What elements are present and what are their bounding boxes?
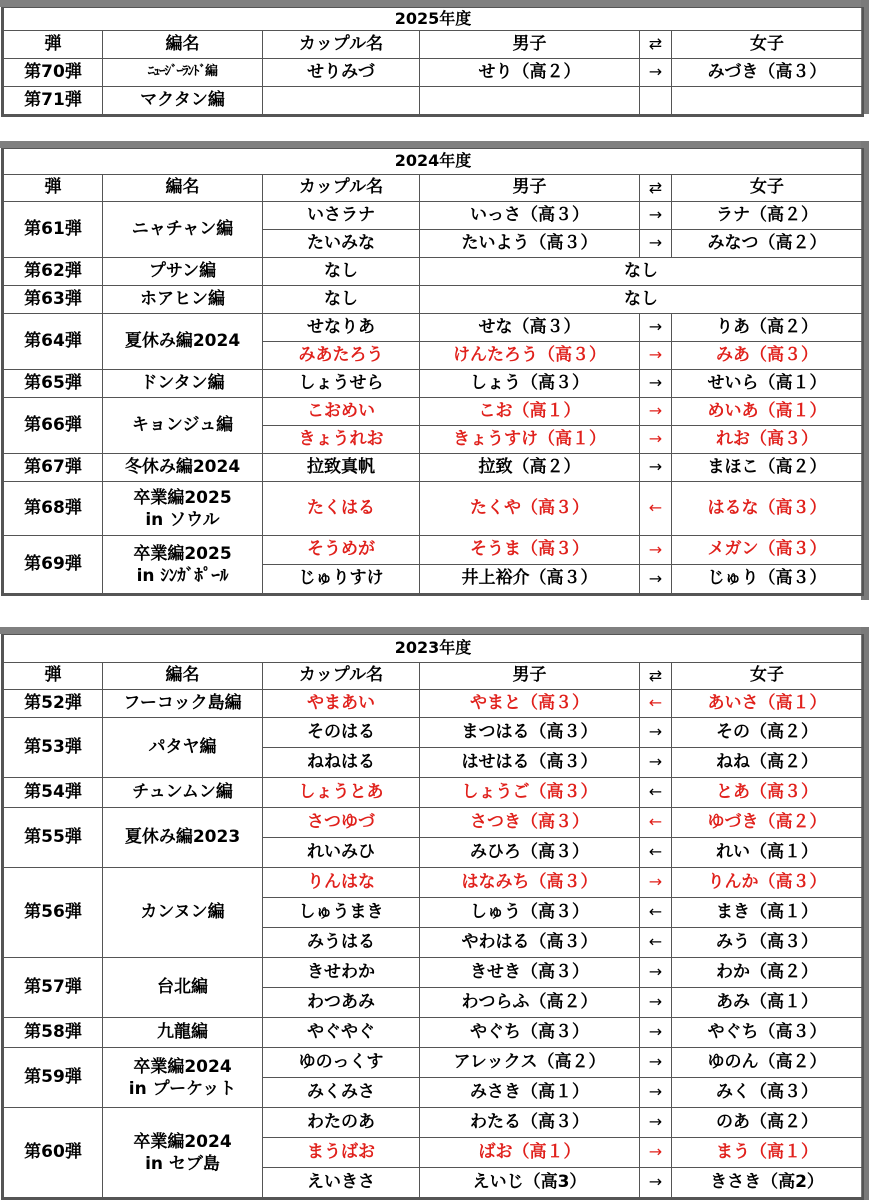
hen-line: in プーケット: [128, 1078, 237, 1099]
male-cell: ばお（高１）: [420, 1138, 640, 1168]
header-dan: 弾: [4, 663, 103, 690]
table-row: [4, 59, 863, 87]
dan-cell: 第63弾: [4, 286, 103, 314]
arrow-cell: →: [640, 1138, 672, 1168]
male-cell: きせき（高３）: [420, 958, 640, 988]
hen-cell: フーコック島編: [103, 690, 263, 718]
hen-cell: チュンムン編: [103, 778, 263, 808]
dan-cell: 第58弾: [4, 1018, 103, 1048]
couple-cell: れいみひ: [263, 838, 420, 868]
female-cell: みう（高３）: [672, 928, 863, 958]
female-cell: れい（高１）: [672, 838, 863, 868]
female-cell: あいさ（高１）: [672, 690, 863, 718]
hen-cell: 冬休み編2024: [103, 454, 263, 482]
dan-cell: 第71弾: [4, 87, 103, 115]
couple-cell: みあたろう: [263, 342, 420, 370]
couple-cell: わたのあ: [263, 1108, 420, 1138]
male-cell: まつはる（高３）: [420, 718, 640, 748]
hen-cell: キョンジュ編: [103, 398, 263, 454]
couple-cell: やぐやぐ: [263, 1018, 420, 1048]
dan-cell: 第64弾: [4, 314, 103, 370]
arrow-cell: →: [640, 314, 672, 342]
arrow-cell: ←: [640, 808, 672, 838]
hen-line: 卒業編2025: [133, 487, 232, 508]
female-cell: きさき（高2）: [672, 1168, 863, 1198]
table-row: [4, 454, 863, 482]
female-cell: ゆづき（高２）: [672, 808, 863, 838]
none-cell: なし: [420, 258, 863, 286]
arrow-cell: ←: [640, 778, 672, 808]
couple-cell: こおめい: [263, 398, 420, 426]
section-divider: [0, 627, 869, 634]
table-row: [4, 958, 863, 988]
couple-cell: きょうれお: [263, 426, 420, 454]
couple-cell: なし: [263, 286, 420, 314]
header-female: 女子: [672, 663, 863, 690]
hen-cell: パタヤ編: [103, 718, 263, 778]
couple-cell: しょうせら: [263, 370, 420, 398]
dan-cell: 第70弾: [4, 59, 103, 87]
male-cell: やまと（高３）: [420, 690, 640, 718]
arrow-cell: →: [640, 536, 672, 565]
male-cell: わつらふ（高２）: [420, 988, 640, 1018]
couple-cell: 拉致真帆: [263, 454, 420, 482]
arrow-cell: →: [640, 868, 672, 898]
male-cell: わたる（高３）: [420, 1108, 640, 1138]
header-arrow: ⇄: [640, 663, 672, 690]
female-cell: みなつ（高２）: [672, 230, 863, 258]
male-cell: たいよう（高３）: [420, 230, 640, 258]
female-cell: りあ（高２）: [672, 314, 863, 342]
male-cell: しゅう（高３）: [420, 898, 640, 928]
male-cell: しょうご（高３）: [420, 778, 640, 808]
hen-cell: 台北編: [103, 958, 263, 1018]
section-divider: [0, 0, 869, 7]
male-cell: はせはる（高３）: [420, 748, 640, 778]
table-2024: [3, 148, 863, 594]
dan-cell: 第69弾: [4, 536, 103, 594]
female-cell: わか（高２）: [672, 958, 863, 988]
female-cell: ねね（高２）: [672, 748, 863, 778]
arrow-cell: →: [640, 1078, 672, 1108]
table-row: [4, 808, 863, 838]
header-couple: カップル名: [263, 175, 420, 202]
dan-cell: 第55弾: [4, 808, 103, 868]
header-female: 女子: [672, 175, 863, 202]
male-cell: せり（高２）: [420, 59, 640, 87]
couple-cell: しゅうまき: [263, 898, 420, 928]
table-row: [4, 370, 863, 398]
arrow-cell: →: [640, 988, 672, 1018]
year-title: 2025年度: [4, 8, 863, 31]
male-cell: こお（高１）: [420, 398, 640, 426]
dan-cell: 第68弾: [4, 482, 103, 536]
female-cell: ゆのん（高２）: [672, 1048, 863, 1078]
table-row: [4, 1018, 863, 1048]
table-row: [4, 482, 863, 536]
arrow-cell: →: [640, 1108, 672, 1138]
male-cell: やぐち（高３）: [420, 1018, 640, 1048]
hen-cell: [103, 482, 263, 536]
hen-cell: [103, 536, 263, 594]
table-row: [4, 536, 863, 565]
header-male: 男子: [420, 31, 640, 59]
hen-line: 卒業編2025: [133, 543, 232, 564]
header-hen: 編名: [103, 175, 263, 202]
couple-cell: たいみな: [263, 230, 420, 258]
arrow-cell: →: [640, 370, 672, 398]
header-dan: 弾: [4, 175, 103, 202]
dan-cell: 第59弾: [4, 1048, 103, 1108]
female-cell: メガン（高３）: [672, 536, 863, 565]
arrow-cell: ←: [640, 928, 672, 958]
male-cell: アレックス（高２）: [420, 1048, 640, 1078]
female-cell: めいあ（高１）: [672, 398, 863, 426]
table-row: [4, 398, 863, 426]
arrow-cell: →: [640, 342, 672, 370]
female-cell: じゅり（高３）: [672, 565, 863, 594]
couple-cell: まうばお: [263, 1138, 420, 1168]
male-cell: たくや（高３）: [420, 482, 640, 536]
couple-cell: せりみづ: [263, 59, 420, 87]
hen-cell: 夏休み編2023: [103, 808, 263, 868]
table-row: [4, 1108, 863, 1138]
header-female: 女子: [672, 31, 863, 59]
table-row: [4, 314, 863, 342]
female-cell: その（高２）: [672, 718, 863, 748]
male-cell: やわはる（高３）: [420, 928, 640, 958]
dan-cell: 第65弾: [4, 370, 103, 398]
hen-cell: カンヌン編: [103, 868, 263, 958]
header-arrow: ⇄: [640, 31, 672, 59]
arrow-cell: →: [640, 718, 672, 748]
dan-cell: 第60弾: [4, 1108, 103, 1198]
couple-cell: そのはる: [263, 718, 420, 748]
couple-cell: ゆのっくす: [263, 1048, 420, 1078]
table-2023: [3, 634, 863, 1198]
male-cell: みさき（高１）: [420, 1078, 640, 1108]
hen-cell: 夏休み編2024: [103, 314, 263, 370]
dan-cell: 第53弾: [4, 718, 103, 778]
couple-cell: みくみさ: [263, 1078, 420, 1108]
table-row: [4, 690, 863, 718]
dan-cell: 第61弾: [4, 202, 103, 258]
female-cell: あみ（高１）: [672, 988, 863, 1018]
male-cell: さつき（高３）: [420, 808, 640, 838]
couple-cell: そうめが: [263, 536, 420, 565]
table-frame: [1, 634, 864, 1200]
female-cell: れお（高３）: [672, 426, 863, 454]
header-dan: 弾: [4, 31, 103, 59]
female-cell: ラナ（高２）: [672, 202, 863, 230]
dan-cell: 第66弾: [4, 398, 103, 454]
couple-cell: わつあみ: [263, 988, 420, 1018]
section-divider: [0, 141, 869, 148]
hen-line: in セブ島: [145, 1153, 220, 1174]
dan-cell: 第52弾: [4, 690, 103, 718]
hen-cell: 九龍編: [103, 1018, 263, 1048]
hen-line: in ｼﾝｶﾞﾎﾟｰﾙ: [136, 565, 229, 586]
table-row: [4, 286, 863, 314]
male-cell: 拉致（高２）: [420, 454, 640, 482]
arrow-cell: →: [640, 426, 672, 454]
hen-cell: ホアヒン編: [103, 286, 263, 314]
year-title: 2023年度: [4, 635, 863, 663]
male-cell: いっさ（高３）: [420, 202, 640, 230]
arrow-cell: →: [640, 1168, 672, 1198]
table-row: [4, 868, 863, 898]
hen-cell: [103, 1108, 263, 1198]
header-couple: カップル名: [263, 31, 420, 59]
arrow-cell: ←: [640, 898, 672, 928]
arrow-cell: →: [640, 1048, 672, 1078]
header-arrow: ⇄: [640, 175, 672, 202]
section-2024: [0, 141, 869, 600]
section-2023: [0, 627, 869, 1200]
arrow-cell: →: [640, 748, 672, 778]
male-cell: えいじ（高3）: [420, 1168, 640, 1198]
couple-cell: きせわか: [263, 958, 420, 988]
table-row: [4, 718, 863, 748]
female-cell: はるな（高３）: [672, 482, 863, 536]
hen-cell: [103, 1048, 263, 1108]
hen-cell: ﾆｭｰｼﾞｰﾗﾝﾄﾞ編: [103, 59, 263, 87]
hen-line: in ソウル: [145, 509, 220, 530]
male-cell: しょう（高３）: [420, 370, 640, 398]
dan-cell: 第57弾: [4, 958, 103, 1018]
couple-cell: りんはな: [263, 868, 420, 898]
female-cell: みく（高３）: [672, 1078, 863, 1108]
female-cell: のあ（高２）: [672, 1108, 863, 1138]
arrow-cell: →: [640, 454, 672, 482]
table-row: [4, 87, 863, 115]
female-cell: とあ（高３）: [672, 778, 863, 808]
table-row: [4, 202, 863, 230]
header-hen: 編名: [103, 31, 263, 59]
couple-cell: じゅりすけ: [263, 565, 420, 594]
couple-cell: さつゆづ: [263, 808, 420, 838]
header-hen: 編名: [103, 663, 263, 690]
female-cell: みあ（高３）: [672, 342, 863, 370]
arrow-cell: →: [640, 958, 672, 988]
couple-cell: [263, 87, 420, 115]
table-frame: [1, 7, 864, 117]
couple-cell: えいきさ: [263, 1168, 420, 1198]
female-cell: [672, 87, 863, 115]
dan-cell: 第54弾: [4, 778, 103, 808]
table-row: [4, 258, 863, 286]
dan-cell: 第56弾: [4, 868, 103, 958]
female-cell: みづき（高３）: [672, 59, 863, 87]
year-title: 2024年度: [4, 149, 863, 175]
couple-cell: しょうとあ: [263, 778, 420, 808]
couple-cell: たくはる: [263, 482, 420, 536]
arrow-cell: ←: [640, 838, 672, 868]
arrow-cell: →: [640, 398, 672, 426]
hen-cell: プサン編: [103, 258, 263, 286]
female-cell: りんか（高３）: [672, 868, 863, 898]
couple-cell: せなりあ: [263, 314, 420, 342]
table-2025: [3, 7, 863, 115]
none-cell: なし: [420, 286, 863, 314]
male-cell: きょうすけ（高１）: [420, 426, 640, 454]
arrow-cell: ←: [640, 482, 672, 536]
header-male: 男子: [420, 175, 640, 202]
hen-cell: ドンタン編: [103, 370, 263, 398]
male-cell: けんたろう（高３）: [420, 342, 640, 370]
couple-cell: やまあい: [263, 690, 420, 718]
couple-cell: みうはる: [263, 928, 420, 958]
male-cell: そうま（高３）: [420, 536, 640, 565]
header-male: 男子: [420, 663, 640, 690]
couple-cell: ねねはる: [263, 748, 420, 778]
arrow-cell: →: [640, 59, 672, 87]
hen-cell: マクタン編: [103, 87, 263, 115]
arrow-cell: [640, 87, 672, 115]
header-couple: カップル名: [263, 663, 420, 690]
male-cell: みひろ（高３）: [420, 838, 640, 868]
hen-line: 卒業編2024: [133, 1056, 232, 1077]
table-row: [4, 1048, 863, 1078]
couple-cell: なし: [263, 258, 420, 286]
hen-cell: ニャチャン編: [103, 202, 263, 258]
arrow-cell: →: [640, 565, 672, 594]
arrow-cell: →: [640, 202, 672, 230]
dan-cell: 第62弾: [4, 258, 103, 286]
female-cell: まう（高１）: [672, 1138, 863, 1168]
female-cell: まき（高１）: [672, 898, 863, 928]
female-cell: せいら（高１）: [672, 370, 863, 398]
female-cell: まほこ（高２）: [672, 454, 863, 482]
section-2025: [0, 0, 869, 114]
arrow-cell: →: [640, 1018, 672, 1048]
arrow-cell: ←: [640, 690, 672, 718]
male-cell: はなみち（高３）: [420, 868, 640, 898]
male-cell: [420, 87, 640, 115]
table-row: [4, 778, 863, 808]
hen-line: 卒業編2024: [133, 1131, 232, 1152]
male-cell: 井上裕介（高３）: [420, 565, 640, 594]
female-cell: やぐち（高３）: [672, 1018, 863, 1048]
male-cell: せな（高３）: [420, 314, 640, 342]
table-frame: [1, 148, 864, 596]
couple-cell: いさラナ: [263, 202, 420, 230]
dan-cell: 第67弾: [4, 454, 103, 482]
arrow-cell: →: [640, 230, 672, 258]
